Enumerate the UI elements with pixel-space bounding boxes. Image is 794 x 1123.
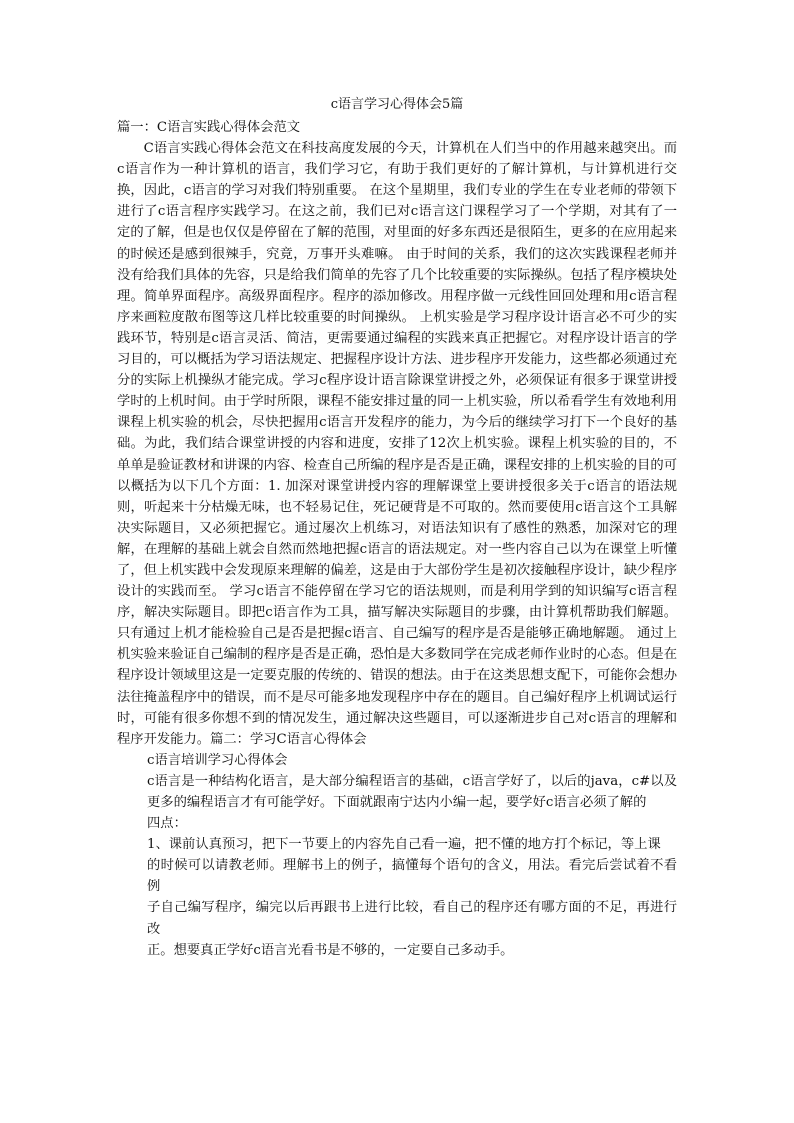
section2-paragraph-6: 正。想要真正学好c语言光看书是不够的，一定要自己多动手。 [147, 942, 514, 958]
document-body [117, 117, 677, 961]
section2-paragraph-5: 子自己编写程序，编完以后再跟书上进行比较，看自己的程序还有哪方面的不足，再进行改 [147, 900, 677, 937]
section2-paragraph-1: c语言是一种结构化语言，是大部分编程语言的基础，c语言学好了，以后的java，c#以及更多的编程语言才有可能学好。下面就跟南宁达内小编一起，要学好c语言必须了解的 [147, 773, 677, 810]
section2-paragraph-4: 的时候可以请教老师。理解书上的例子，搞懂每个语句的含义，用法。看完后尝试着不看例 [147, 858, 677, 895]
section1-heading: 篇一：C语言实践心得体会范文 [117, 120, 301, 135]
document-title: c语言学习心得体会5篇 [330, 97, 464, 112]
section1-paragraph: C语言实践心得体会范文在科技高度发展的今天，计算机在人们当中的作用越来越突出。而c语言作为一种计算机的语言，我们学习它，有助于我们更好的了解计算机，与计算机进行交换，因此，c语言的学习对我们特别重要。 在这个星期里，我们专业的学生在专业老师的带领下进行了c语言程序实践学习。在这之前，我们已对c语言这门课程学习了一个学期，对其有了一定的了解，但是也仅仅是停留在了解的范围，对里面的好多东西还是很陌生，更多的在应用起来的时候还是感到很辣手，究竟，万事开头难嘛。 由于时间的关系，我们的这次实践课程老师并没有给我们具体的先容，只是给我们简单的先容了几个比较重要的实际操纵。包括了程序模块处理。简单界面程序。高级界面程序。程序的添加修改。用程序做一元线性回回处理和用c语言程序来画粒度散布图等这几样比较重要的时间操纵。 上机实验是学习程序设计语言必不可少的实践环节，特别是c语言灵活、简洁，更需要通过编程的实践来真正把握它。对程序设计语言的学习目的，可以概括为学习语法规定、把握程序设计方法、进步程序开发能力，这些都必须通过充分的实际上机操纵才能完成。学习c程序设计语言除课堂讲授之外，必须保证有很多于课堂讲授学时的上机时间。由于学时所限，课程不能安排过量的同一上机实验，所以希看学生有效地利用课程上机实验的机会，尽快把握用c语言开发程序的能力，为今后的继续学习打下一个良好的基础。为此，我们结合课堂讲授的内容和进度，安排了12次上机实验。课程上机实验的目的，不单单是验证教材和讲课的内容、检查自己所编的程序是否是正确，课程安排的上机实验的目的可以概括为以下几个方面：1. 加深对课堂讲授内容的理解课堂上要讲授很多关于c语言的语法规则，听起来十分枯燥无味，也不轻易记住，死记硬背是不可取的。然而要使用c语言这个工具解决实际题目，又必须把握它。通过屡次上机练习，对语法知识有了感性的熟悉，加深对它的理解，在理解的基础上就会自然而然地把握c语言的语法规定。对一些内容自己以为在课堂上听懂了，但上机实践中会发现原来理解的偏差，这是由于大部份学生是初次接触程序设计，缺少程序设计的实践而至。 学习c语言不能停留在学习它的语法规则，而是利用学到的知识编写c语言程序，解决实际题目。即把c语言作为工具，描写解决实际题目的步骤，由计算机帮助我们解题。只有通过上机才能检验自己是否是把握c语言、自己编写的程序是否是能够正确地解题。 通过上机实验来验证自己编制的程序是否是正确，恐怕是大多数同学在完成老师作业时的心态。但是在程序设计领域里这是一定要克服的传统的、错误的想法。由于在这类思想支配下，可能你会想办法往掩盖程序中的错误，而不是尽可能多地发现程序中存在的题目。自己编好程序上机调试运行时，可能有很多你想不到的情况发生，通过解决这些题目，可以逐渐进步自己对c语言的理解和程序开发能力。篇二：学习C语言心得体会 [117, 141, 677, 747]
section2-paragraph-3: 1、课前认真预习，把下一节要上的内容先自己看一遍，把不懂的地方打个标记，等上课 [147, 837, 661, 853]
section2-paragraph-2: 四点： [147, 816, 187, 832]
section2-subtitle: c语言培训学习心得体会 [147, 752, 288, 768]
